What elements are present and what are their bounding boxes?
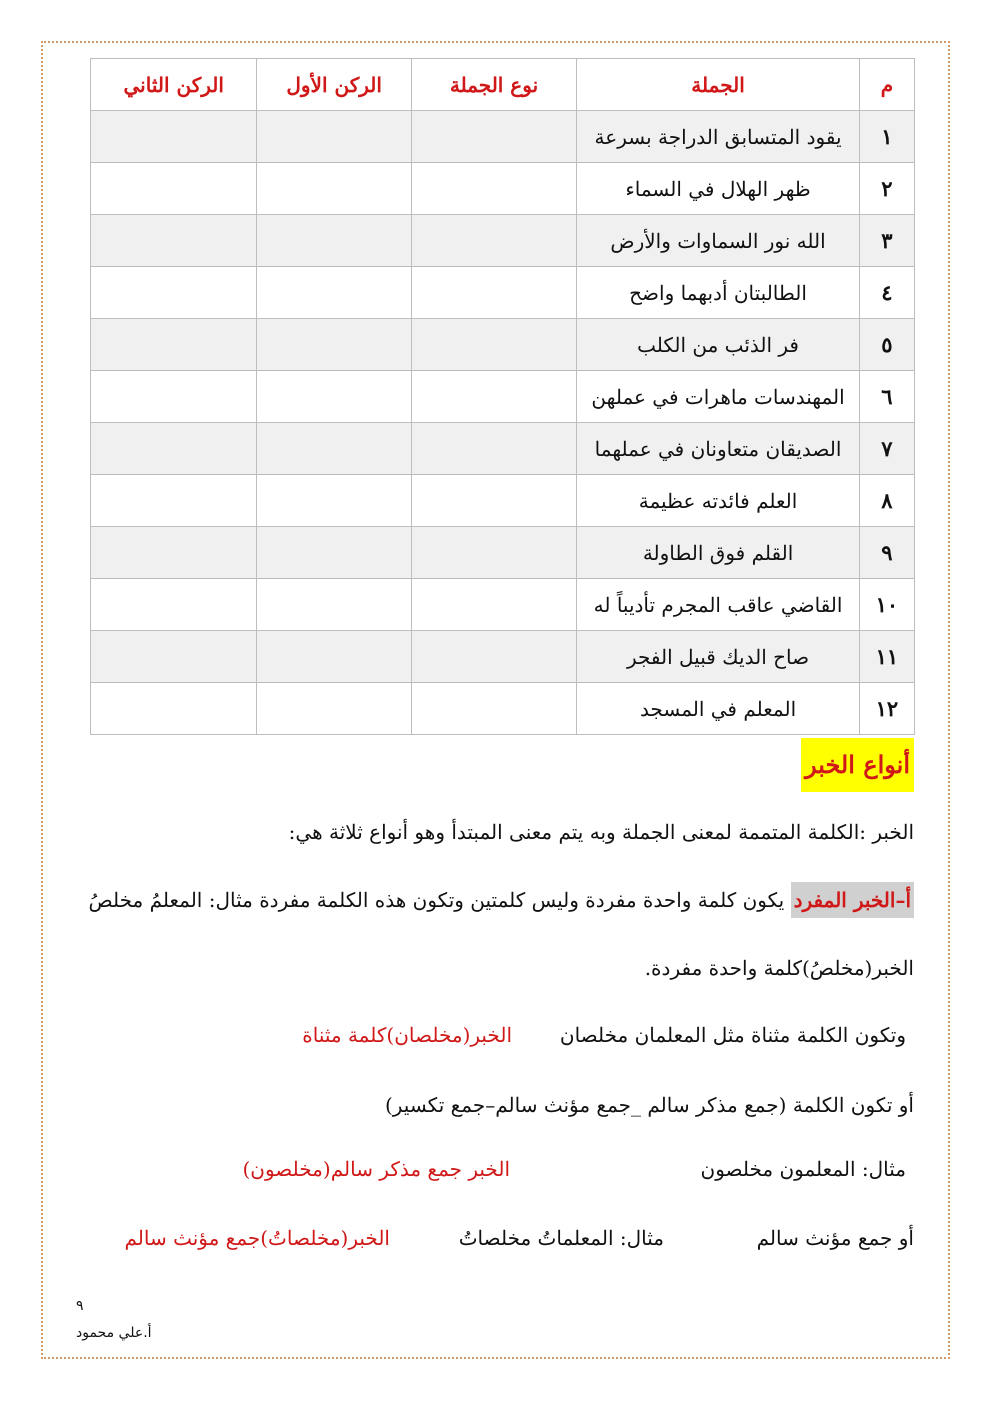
row-type-cell[interactable] (411, 215, 576, 267)
row-type-cell[interactable] (411, 527, 576, 579)
row-second-cell[interactable] (91, 475, 257, 527)
row-sentence: صاح الديك قبيل الفجر (577, 631, 860, 683)
table-row (91, 475, 915, 527)
row-first-cell[interactable] (257, 631, 411, 683)
row-second-cell[interactable] (91, 371, 257, 423)
row-sentence: القلم فوق الطاولة (577, 527, 860, 579)
row-sentence: ظهر الهلال في السماء (577, 163, 860, 215)
row-number: ٧ (859, 423, 914, 475)
row-type-cell[interactable] (411, 267, 576, 319)
row-first-cell[interactable] (257, 267, 411, 319)
row-number: ١٢ (859, 683, 914, 735)
row-second-cell[interactable] (91, 683, 257, 735)
row-type-cell[interactable] (411, 579, 576, 631)
feminine-note: الخبر(مخلصاتُ)جمع مؤنث سالم (124, 1226, 390, 1250)
row-type-cell[interactable] (411, 371, 576, 423)
row-number: ٩ (859, 527, 914, 579)
table-row (91, 631, 915, 683)
single-predicate-label: أ–الخبر المفرد (791, 882, 914, 918)
row-type-cell[interactable] (411, 475, 576, 527)
row-number: ٢ (859, 163, 914, 215)
feminine-intro: أو جمع مؤنث سالم (756, 1226, 914, 1250)
section-heading: أنواع الخبر (801, 738, 914, 792)
single-example: الخبر(مخلصُ)كلمة واحدة مفردة. (644, 956, 914, 980)
row-sentence: فر الذئب من الكلب (577, 319, 860, 371)
table-row (91, 163, 915, 215)
plural-intro: أو تكون الكلمة (جمع مذكر سالم _جمع مؤنث سالم–جمع تكسير) (384, 1093, 914, 1117)
row-first-cell[interactable] (257, 423, 411, 475)
row-second-cell[interactable] (91, 111, 257, 163)
dual-note: الخبر(مخلصان)كلمة مثناة (302, 1023, 512, 1047)
row-number: ٣ (859, 215, 914, 267)
row-second-cell[interactable] (91, 319, 257, 371)
row-number: ١١ (859, 631, 914, 683)
row-type-cell[interactable] (411, 319, 576, 371)
row-first-cell[interactable] (257, 527, 411, 579)
row-number: ٦ (859, 371, 914, 423)
table-row (91, 423, 915, 475)
single-predicate-text: يكون كلمة واحدة مفردة وليس كلمتين وتكون هذه الكلمة مفردة مثال: المعلمُ مخلصُ (88, 888, 791, 912)
header-sentence: الجملة (577, 59, 860, 111)
row-second-cell[interactable] (91, 579, 257, 631)
row-sentence: الله نور السماوات والأرض (577, 215, 860, 267)
row-first-cell[interactable] (257, 215, 411, 267)
table-row (91, 319, 915, 371)
table-row (91, 371, 915, 423)
table-row (91, 215, 915, 267)
feminine-example: مثال: المعلماتُ مخلصاتُ (458, 1226, 664, 1250)
page-number: ٩ (76, 1298, 84, 1314)
row-second-cell[interactable] (91, 163, 257, 215)
masculine-example: مثال: المعلمون مخلصون (700, 1157, 906, 1181)
row-second-cell[interactable] (91, 631, 257, 683)
dual-text: وتكون الكلمة مثناة مثل المعلمان مخلصان (559, 1023, 906, 1047)
row-first-cell[interactable] (257, 111, 411, 163)
header-second-pillar: الركن الثاني (91, 59, 257, 111)
row-first-cell[interactable] (257, 683, 411, 735)
table-row (91, 267, 915, 319)
row-second-cell[interactable] (91, 423, 257, 475)
definition-text: الخبر :الكلمة المتممة لمعنى الجملة وبه يتم معنى المبتدأ وهو أنواع ثلاثة هي: (288, 820, 914, 844)
row-sentence: القاضي عاقب المجرم تأديباً له (577, 579, 860, 631)
table-row (91, 683, 915, 735)
table-row (91, 111, 915, 163)
row-sentence: المعلم في المسجد (577, 683, 860, 735)
table-row (91, 579, 915, 631)
row-second-cell[interactable] (91, 527, 257, 579)
row-number: ٤ (859, 267, 914, 319)
row-first-cell[interactable] (257, 579, 411, 631)
row-sentence: المهندسات ماهرات في عملهن (577, 371, 860, 423)
row-type-cell[interactable] (411, 163, 576, 215)
row-sentence: الصديقان متعاونان في عملهما (577, 423, 860, 475)
author-name: أ.علي محمود (76, 1325, 152, 1341)
single-predicate-paragraph (88, 888, 914, 912)
row-first-cell[interactable] (257, 371, 411, 423)
row-type-cell[interactable] (411, 423, 576, 475)
row-second-cell[interactable] (91, 215, 257, 267)
exercise-table (90, 58, 915, 735)
row-sentence: يقود المتسابق الدراجة بسرعة (577, 111, 860, 163)
row-type-cell[interactable] (411, 111, 576, 163)
row-number: ١٠ (859, 579, 914, 631)
table-header-row (91, 59, 915, 111)
row-sentence: العلم فائدته عظيمة (577, 475, 860, 527)
row-type-cell[interactable] (411, 683, 576, 735)
row-number: ٨ (859, 475, 914, 527)
row-first-cell[interactable] (257, 475, 411, 527)
header-num: م (859, 59, 914, 111)
row-number: ١ (859, 111, 914, 163)
row-sentence: الطالبتان أدبهما واضح (577, 267, 860, 319)
row-second-cell[interactable] (91, 267, 257, 319)
masculine-note: الخبر جمع مذكر سالم(مخلصون) (242, 1157, 510, 1181)
row-number: ٥ (859, 319, 914, 371)
header-type: نوع الجملة (411, 59, 576, 111)
table-row (91, 527, 915, 579)
row-type-cell[interactable] (411, 631, 576, 683)
header-first-pillar: الركن الأول (257, 59, 411, 111)
row-first-cell[interactable] (257, 319, 411, 371)
row-first-cell[interactable] (257, 163, 411, 215)
